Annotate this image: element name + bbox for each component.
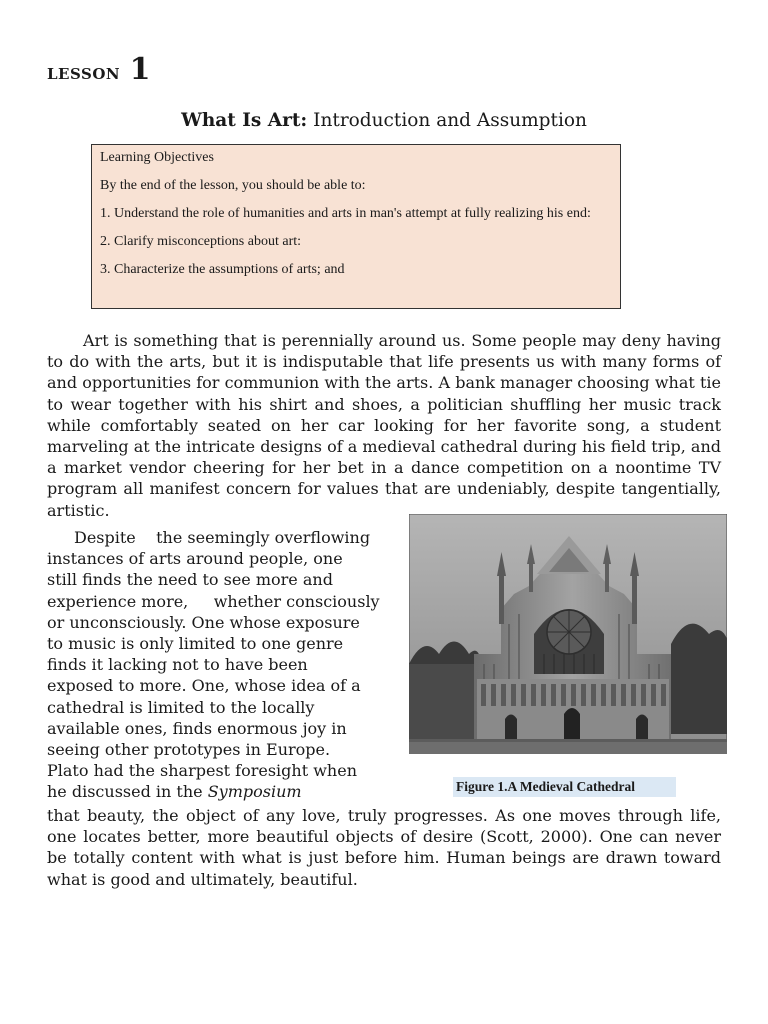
paragraph-line: available ones, finds enormous joy in bbox=[47, 718, 347, 738]
paragraph-line: Despite the seemingly overflowing bbox=[74, 528, 371, 547]
paragraph-line: experience more, whether consciously bbox=[47, 591, 380, 611]
objective-item: 1. Understand the role of humanities and arts in man's attempt at fully realizing his end: bbox=[100, 206, 591, 221]
paragraph-line bbox=[47, 781, 399, 802]
objectives-heading: Learning Objectives bbox=[100, 150, 214, 165]
page-title-subtitle: Introduction and Assumption bbox=[313, 110, 587, 131]
paragraph-line: or unconsciously. One whose exposure bbox=[47, 612, 360, 632]
paragraph-line: seeing other prototypes in Europe. bbox=[47, 740, 331, 760]
objective-item: 2. Clarify misconceptions about art: bbox=[100, 234, 302, 249]
figure-caption: Figure 1.A Medieval Cathedral bbox=[453, 777, 676, 797]
lesson-label: LESSON bbox=[47, 65, 121, 83]
objective-item: 3. Characterize the assumptions of arts; and bbox=[100, 262, 345, 277]
paragraph-line: exposed to more. One, whose idea of a bbox=[47, 676, 361, 696]
cathedral-image bbox=[409, 514, 727, 754]
paragraph-line: instances of arts around people, one bbox=[47, 549, 343, 569]
paragraph-line-text: he discussed in the bbox=[47, 782, 208, 802]
learning-objectives-box bbox=[91, 144, 621, 309]
paragraph-line: Plato had the sharpest foresight when bbox=[47, 761, 358, 781]
body-paragraph-3: that beauty, the object of any love, truly progresses. As one moves through life, one locates better, more beautiful objects of desire (Scott, 2000). One can never be totally content with what is just before him. Human beings are drawn toward what is good and ultimately, beautiful. bbox=[47, 806, 721, 889]
paragraph-line: cathedral is limited to the locally bbox=[47, 697, 315, 717]
page-title bbox=[0, 110, 768, 131]
objectives-intro: By the end of the lesson, you should be able to: bbox=[100, 178, 366, 193]
symposium-italic: Symposium bbox=[207, 782, 302, 802]
body-paragraph-2 bbox=[47, 527, 399, 803]
page-title-bold: What Is Art: bbox=[181, 110, 308, 131]
lesson-number: 1 bbox=[129, 52, 151, 87]
cathedral-photo bbox=[409, 514, 727, 754]
paragraph-line: still finds the need to see more and bbox=[47, 570, 333, 590]
paragraph-line: finds it lacking not to have been bbox=[47, 655, 308, 675]
body-paragraph-1: Art is something that is perennially around us. Some people may deny having to do with the arts, but it is indisputable that life presents us with many forms of and opportunities for communion with the arts. A bank manager choosing what tie to wear together with his shirt and shoes, a politician shuffling her music track while comfortably seated on her car looking for her favorite song, a student marveling at the intricate designs of a medieval cathedral during his field trip, and a market vendor cheering for her bet in a dance competition on a noontime TV program all manifest concern for values that are undeniably, despite tangentially, artistic. bbox=[47, 331, 721, 520]
paragraph-line: to music is only limited to one genre bbox=[47, 634, 344, 654]
lesson-heading bbox=[47, 52, 151, 87]
